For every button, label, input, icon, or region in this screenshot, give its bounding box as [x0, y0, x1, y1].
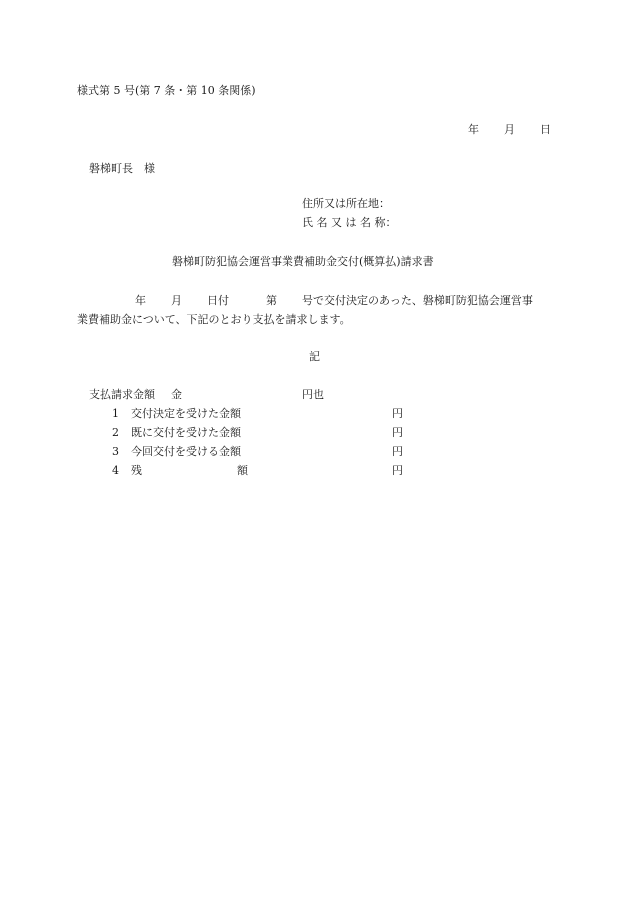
- body-day-ref: 日付: [207, 294, 229, 307]
- date-month: 月: [504, 123, 515, 136]
- body-number-prefix: 第: [266, 294, 277, 307]
- body-month: 月: [171, 294, 182, 307]
- summary-label: 支払請求金額: [89, 388, 155, 401]
- form-number: 様式第 5 号(第 7 条・第 10 条関係): [77, 84, 256, 97]
- item-1-unit: 円: [392, 407, 403, 420]
- body-year: 年: [135, 294, 146, 307]
- item-3-label: 今回交付を受ける金額: [131, 445, 241, 458]
- item-1-label: 交付決定を受けた金額: [131, 407, 241, 420]
- address-label: 住所又は所在地：: [302, 197, 390, 210]
- body-line1-rest: 号で交付決定のあった、磐梯町防犯協会運営事: [302, 294, 533, 307]
- item-1-num: 1: [112, 407, 119, 420]
- name-label: 氏 名 又 は 名 称：: [302, 216, 397, 229]
- item-4-unit: 円: [392, 464, 403, 477]
- item-2-unit: 円: [392, 426, 403, 439]
- summary-prefix: 金: [171, 388, 182, 401]
- date-year: 年: [468, 123, 479, 136]
- item-4-label-a: 残: [131, 464, 142, 477]
- item-4-label-b: 額: [237, 464, 248, 477]
- body-line2: 業費補助金について、下記のとおり支払を請求します。: [77, 313, 351, 326]
- item-2-label: 既に交付を受けた金額: [131, 426, 241, 439]
- addressee: 磐梯町長 様: [89, 162, 155, 175]
- item-4-num: 4: [112, 464, 119, 477]
- item-3-unit: 円: [392, 445, 403, 458]
- date-day: 日: [540, 123, 551, 136]
- document-title: 磐梯町防犯協会運営事業費補助金交付(概算払)請求書: [172, 255, 434, 268]
- item-2-num: 2: [112, 426, 119, 439]
- ki-heading: 記: [309, 350, 320, 363]
- summary-suffix: 円也: [302, 388, 324, 401]
- item-3-num: 3: [112, 445, 119, 458]
